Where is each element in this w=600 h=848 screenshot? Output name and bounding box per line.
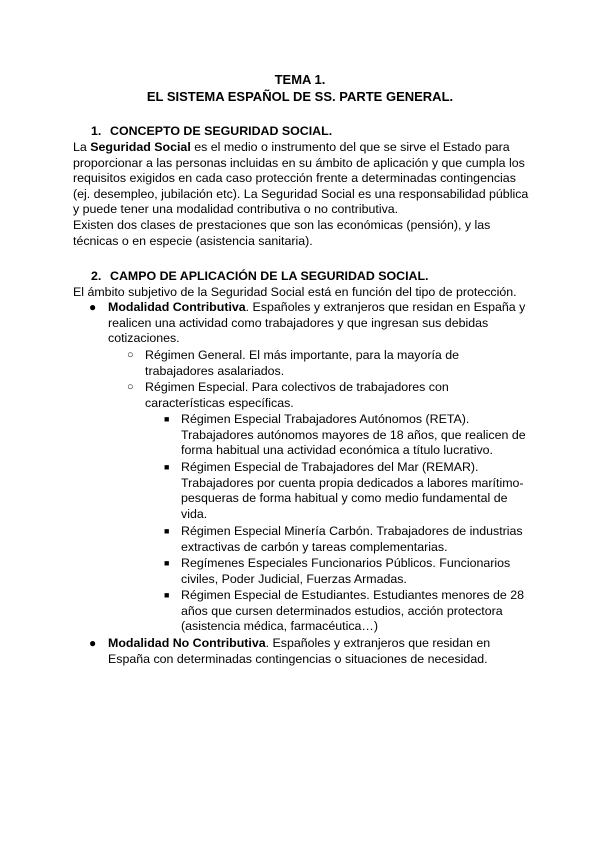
square-bullet-icon: ■ [164,526,170,536]
section-number: 1. [91,124,102,138]
list-item-regimen-especial: Régimen Especial. Para colectivos de trabajadores con características específicas. [145,380,449,410]
circle-bullet-icon: ○ [127,349,134,361]
text-span: . Españoles y extranjeros que residan en España con determinadas contingencias o situaciones de necesidad. [108,636,491,666]
document-title: TEMA 1. [274,72,326,87]
document-subtitle: EL SISTEMA ESPAÑOL DE SS. PARTE GENERAL. [146,89,454,104]
paragraph: Existen dos clases de prestaciones que son las económicas (pensión), y las técnicas o en especie (asistencia sanitaria). [73,217,491,248]
square-bullet-icon: ■ [164,590,170,600]
list-item-no-contributiva [108,636,528,667]
section-number: 2. [91,269,102,283]
section-1-body [73,140,533,249]
bullet-icon: ● [89,636,97,650]
section-title: CONCEPTO DE SEGURIDAD SOCIAL. [110,124,333,138]
paragraph [73,140,533,218]
bold-term: Seguridad Social [90,140,191,154]
list-item-mineria: Régimen Especial Minería Carbón. Trabajadores de industrias extractivas de carbón y tareas complementarias. [181,524,523,554]
bullet-icon: ● [89,300,97,314]
square-bullet-icon: ■ [164,558,170,568]
list-item-estudiantes: Régimen Especial de Estudiantes. Estudiantes menores de 28 años que cursen determinados estudios, acción protectora (asistencia médica, farmacéutica…) [181,588,525,634]
square-bullet-icon: ■ [164,462,170,472]
list-item-contributiva [108,300,528,347]
text-span: La [73,140,91,154]
bold-term: Modalidad Contributiva [108,300,246,314]
square-bullet-icon: ■ [164,414,170,424]
section-title: CAMPO DE APLICACIÓN DE LA SEGURIDAD SOCIAL. [110,269,429,283]
section-1-heading [91,124,332,140]
text-span: . Españoles y extranjeros que residan en España y realicen una actividad como trabajadores y que ingresan sus debidas cotizaciones. [108,300,526,346]
circle-bullet-icon: ○ [127,381,134,393]
section-2-intro: El ámbito subjetivo de la Seguridad Social está en función del tipo de protección. [73,285,517,299]
list-item-reta: Régimen Especial Trabajadores Autónomos (RETA). Trabajadores autónomos mayores de 18 años, que realicen de forma habitual una actividad económica a título lucrativo. [181,412,526,458]
list-item-remar: Régimen Especial de Trabajadores del Mar (REMAR). Trabajadores por cuenta propia dedicados a labores marítimo-pesqueras de forma habitual y como medio fundamental de vida. [181,460,524,521]
list-item-regimen-general: Régimen General. El más importante, para la mayoría de trabajadores asalariados. [145,348,460,378]
text-span: es el medio o instrumento del que se sirve el Estado para proporcionar a las personas incluidas en su ámbito de aplicación y que cumpla los requisitos exigidos en cada caso protección frente a determinadas contingencias (ej. desempleo, jubilación etc). La Seguridad Social es una responsabilidad pública y puede tener una modalidad contributiva o no contributiva. [73,140,529,217]
list-item-funcionarios: Regímenes Especiales Funcionarios Públicos. Funcionarios civiles, Poder Judicial, Fuerzas Armadas. [181,556,511,586]
section-2-heading [91,269,429,285]
bold-term: Modalidad No Contributiva [108,636,266,650]
